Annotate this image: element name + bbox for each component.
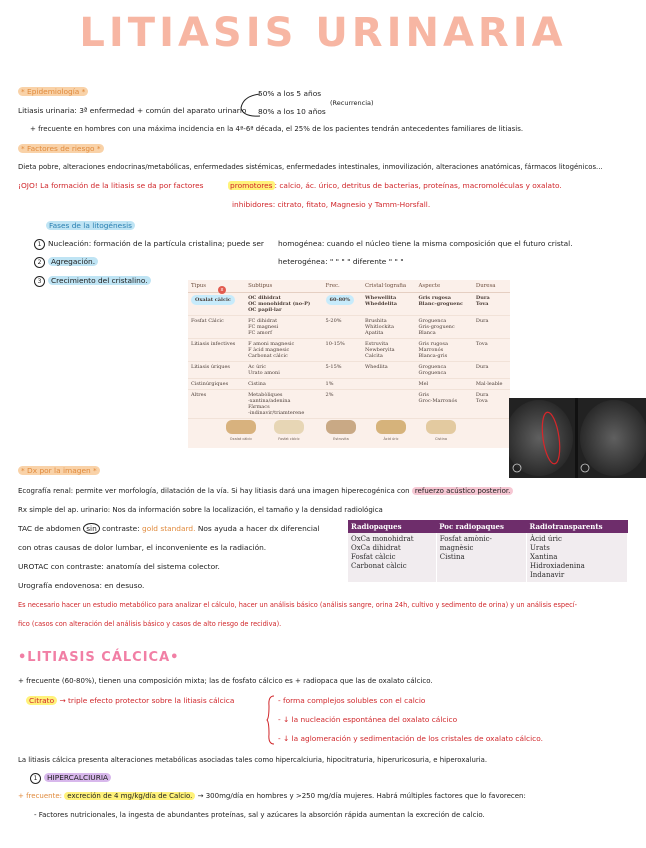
- dx-estudio: Es necesario hacer un estudio metabólico para analizar el cálculo, hacer un análisis básico (análisis sangre, orina 24h, cultivo y sedimento de orina) y un análisis especí-: [18, 601, 577, 609]
- stone-table-cell: Altres: [188, 390, 245, 419]
- stone-table-cell: [362, 390, 415, 419]
- stone-table-cell: F amoni magnesic F àcid magnesic Carbonat càlcic: [245, 339, 322, 362]
- recurrencia-label: (Recurrencia): [330, 99, 374, 107]
- stone-table-cell: 1%: [323, 379, 362, 390]
- citrato-effect-2: - ↓ la nucleación espontánea del oxalato cálcico: [278, 715, 458, 724]
- stone-table-header: Cristal·lografia: [362, 280, 415, 293]
- fase-item-3: 3 Crecimiento del cristalino.: [34, 276, 151, 287]
- effects-brace: [266, 694, 276, 746]
- calcica-line1: + frecuente (60-80%), tienen una composición mixta; las de fosfato cálcico es + radiopaca que las de oxalato cálcico.: [18, 677, 433, 685]
- factores-promotores: promotores : calcio, ác. úrico, detritus de bacterias, proteínas, macromoléculas y oxalato.: [230, 181, 562, 190]
- stone-table-cell: Cistinúrgiques: [188, 379, 245, 390]
- stone-table-cell: Brushita Whitlockita Apatita: [362, 316, 415, 339]
- stone-photo: [426, 420, 456, 434]
- stone-table-cell: Dura: [473, 362, 510, 379]
- stone-table-cell: 5-15%: [323, 362, 362, 379]
- stone-table-cell: 60-80%: [323, 293, 362, 316]
- stone-table-header: Duresa: [473, 280, 510, 293]
- stone-table-cell: Dura: [473, 316, 510, 339]
- stone-table-row: [188, 362, 510, 379]
- stone-table-header: Frec.: [323, 280, 362, 293]
- factores-inhibidores: inhibidores: citrato, fitato, Magnesio y Tamm-Horsfall.: [232, 200, 431, 209]
- fase-item-2: 2 Agregación.: [34, 257, 98, 268]
- stone-table-cell: Metabòliques -xantina/adenina Fàrmacs -indinavir/triamterene: [245, 390, 322, 419]
- stone-photo: [326, 420, 356, 434]
- stone-table-header: Subtipus: [245, 280, 322, 293]
- stone-table-cell: Mel: [415, 379, 472, 390]
- stone-photos-strip: [226, 420, 506, 448]
- dx-rx: Rx simple del ap. urinario: Nos da información sobre la localización, el tamaño y la densidad radiológica: [18, 506, 383, 514]
- hipercalciuria-heading: 1 HIPERCALCIURIA: [30, 773, 111, 784]
- epidemiologia-line2: + frecuente en hombres con una máxima incidencia en la 4ª-6ª década, el 25% de los pacientes tendrán antecedentes familiares de litiasis.: [30, 125, 524, 133]
- hipercalciuria-line: + frecuente: excreción de 4 mg/kg/día de Calcio. → 300mg/día en hombres y >250 mg/día mujeres. Habrá múltiples factores que lo favorecen:: [18, 792, 526, 800]
- stone-table-cell: Gris rugosa Blanc-groguenc: [415, 293, 472, 316]
- stone-table-cell: Ac úric Urato amoni: [245, 362, 322, 379]
- stone-table-cell: Dura Tova: [473, 293, 510, 316]
- stone-table-cell: [362, 379, 415, 390]
- stone-table-cell: 2%: [323, 390, 362, 419]
- stone-table-cell: FC dihidrat FC magnesi FC amorf: [245, 316, 322, 339]
- stone-table-cell: Gris Groc-Marronós: [415, 390, 472, 419]
- stone-table-cell: Groguenca Gris-groguenc Blanca: [415, 316, 472, 339]
- epidemiologia-line1: Litiasis urinaria: 3ª enfermedad + común del aparato urinario: [18, 106, 247, 115]
- radiopacity-header: Poc radiopaques: [436, 520, 526, 533]
- stone-table-cell: Whewellita Wheddelita: [362, 293, 415, 316]
- recurrencia-branch-2: 80% a los 10 años: [258, 107, 326, 116]
- page-title: LITIASIS URINARIA: [79, 10, 567, 56]
- dx-urotac: UROTAC con contraste: anatomía del sistema colector.: [18, 562, 220, 571]
- radiopacity-grid: [348, 520, 628, 582]
- radiopacity-header: Radiotransparents: [527, 520, 628, 533]
- dx-heading: * Dx por la imagen *: [18, 466, 100, 476]
- stone-types-grid: [188, 280, 510, 419]
- stone-label: Fosfat càlcic: [278, 437, 300, 441]
- radiotransparents-col: Àcid úric Urats Xantina Hidroxiadenina Indanavir: [527, 533, 628, 582]
- stone-table-cell: Mal·leable: [473, 379, 510, 390]
- stone-label: Cistina: [435, 437, 447, 441]
- factores-heading: * Factores de riesgo *: [18, 144, 104, 154]
- stone-table-row: [188, 293, 510, 316]
- recurrencia-branch-1: 50% a los 5 años: [258, 89, 322, 98]
- stone-table-cell: 10-15%: [323, 339, 362, 362]
- stone-table-row: [188, 316, 510, 339]
- ultrasound-image: [509, 398, 646, 478]
- stone-table-cell: Fosfat Càlcic: [188, 316, 245, 339]
- stone-table-cell: Cistina: [245, 379, 322, 390]
- fase-homogenea: homogénea: cuando el núcleo tiene la misma composición que el futuro cristal.: [278, 239, 573, 248]
- dx-ecografia: Ecografía renal: permite ver morfología, dilatación de la vía. Si hay litiasis dará una imagen hiperecogénica con refuerzo acústico posterior.: [18, 486, 513, 496]
- stone-table-row: [188, 339, 510, 362]
- stone-photo: [274, 420, 304, 434]
- radiopacity-table: [348, 520, 628, 580]
- dx-tac: TAC de abdomen sin contraste: gold standard. Nos ayuda a hacer dx diferencial: [18, 524, 320, 533]
- dx-estudio-2: fico (casos con alteración del análisis básico y casos de alto riesgo de recidiva).: [18, 620, 282, 628]
- stone-table-cell: 5-20%: [323, 316, 362, 339]
- stone-label: Estruvita: [333, 437, 349, 441]
- stone-photo: [376, 420, 406, 434]
- stone-table-cell: Groguenca Groguenca: [415, 362, 472, 379]
- dx-urografia: Urografía endovenosa: en desuso.: [18, 581, 145, 590]
- stone-table-cell: Litiasis infectives: [188, 339, 245, 362]
- citrato-effect-3: - ↓ la aglomeración y sedimentación de los cristales de oxalato cálcico.: [278, 734, 543, 743]
- stone-label: Àcid úric: [383, 437, 399, 441]
- fase-item-1: 1 Nucleación: formación de la partícula cristalina; puede ser: [34, 239, 264, 250]
- stone-table-row: [188, 390, 510, 419]
- calcica-heading: •LITIASIS CÁLCICA•: [18, 650, 180, 665]
- stone-table-header: Tipus: [188, 280, 245, 293]
- stone-table-cell: Oxalat càlcic: [188, 293, 245, 316]
- stone-table-row: [188, 379, 510, 390]
- stone-table-cell: Tova: [473, 339, 510, 362]
- factores-nutricionales: - Factores nutricionales, la ingesta de abundantes proteínas, sal y azúcares la absorción rápida aumentan la excreción de calcio.: [34, 811, 485, 819]
- poc-radiopaques-col: Fosfat amònic- magnèsic Cistina: [436, 533, 526, 582]
- stone-table-cell: Gris rugosa Marronós Blanca-gris: [415, 339, 472, 362]
- stone-table-cell: Whedlita: [362, 362, 415, 379]
- stone-table-cell: Dura Tova: [473, 390, 510, 419]
- radiopaques-col: OxCa monohidrat OxCa dihidrat Fosfat càlcic Carbonat càlcic: [348, 533, 436, 582]
- radiopacity-header: Radiopaques: [348, 520, 436, 533]
- stone-table-cell: OC dihidrat OC monohidrat (no-P) OC papil·lar: [245, 293, 322, 316]
- stone-label: Oxalat càlcic: [229, 437, 253, 441]
- factores-line2: ¡OJO! La formación de la litiasis se da por factores: [18, 181, 204, 190]
- citrato-line: Citrato → triple efecto protector sobre la litiasis cálcica: [26, 696, 234, 706]
- citrato-effect-1: - forma complejos solubles con el calcio: [278, 696, 426, 705]
- fases-heading: Fases de la litogénesis: [46, 221, 135, 231]
- dx-tac-cont: con otras causas de dolor lumbar, el inconveniente es la radiación.: [18, 543, 267, 552]
- stone-table-header: Aspecte: [415, 280, 472, 293]
- factores-line1: Dieta pobre, alteraciones endocrinas/metabólicas, enfermedades sistémicas, enfermedades intestinales, inmovilización, alteraciones anatómicas, fármacos litogénicos...: [18, 163, 603, 171]
- stone-photo: [226, 420, 256, 434]
- stone-table-cell: Litiasis úriques: [188, 362, 245, 379]
- stone-table-cell: Estruvita Newberyita Calcita: [362, 339, 415, 362]
- table-badge: x: [218, 286, 226, 294]
- fase-heterogenea: heterogénea: " " " " diferente " " ": [278, 257, 404, 266]
- calcica-alteraciones: La litiasis cálcica presenta alteraciones metabólicas asociadas tales como hipercalciuria, hipocitraturia, hiperuricosuria, e hiperoxaluria.: [18, 756, 488, 764]
- epidemiologia-heading: * Epidemiología *: [18, 87, 88, 97]
